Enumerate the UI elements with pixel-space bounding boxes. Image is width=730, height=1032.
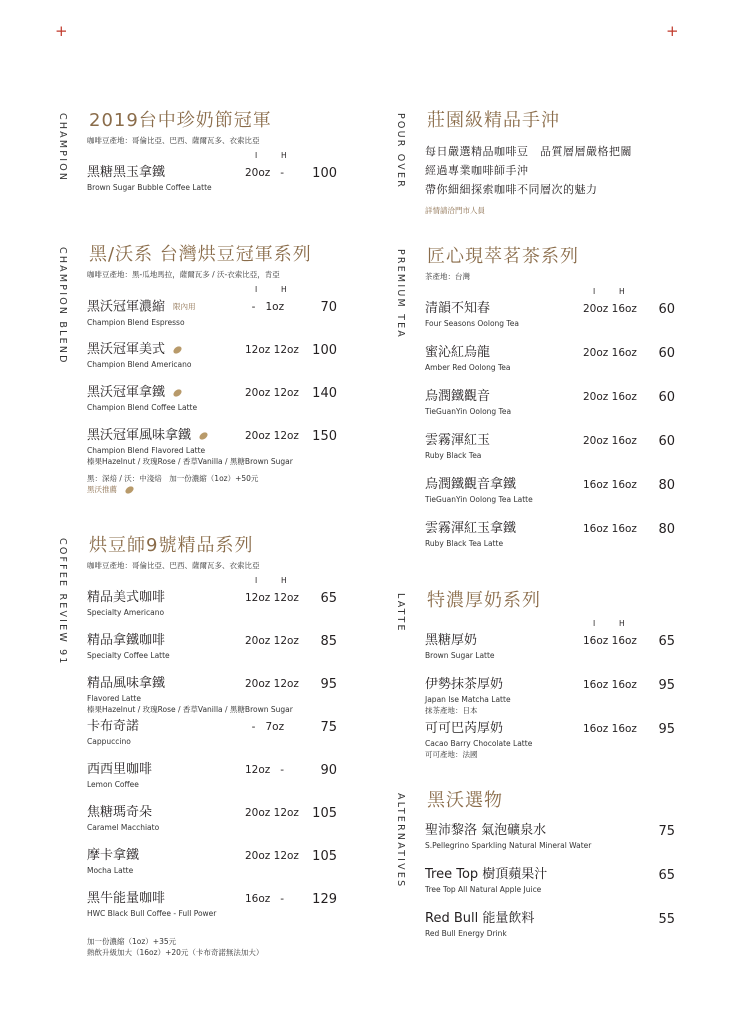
menu-item: 清韻不知春 Four Seasons Oolong Tea 20oz 16oz 60 (425, 301, 675, 328)
section-label: POUR OVER (395, 113, 406, 189)
menu-item: 蜜沁紅烏龍 Amber Red Oolong Tea 20oz 16oz 60 (425, 345, 675, 372)
crop-mark-right: + (666, 22, 679, 40)
menu-item: 雲霧渾紅玉拿鐵 Ruby Black Tea Latte 16oz 16oz 80 (425, 521, 675, 548)
section-alternatives (395, 790, 685, 950)
menu-item: 烏潤鐵觀音 TieGuanYin Oolong Tea 20oz 16oz 60 (425, 389, 675, 416)
dine-in-tag: 限內用 (173, 302, 196, 311)
origin-text: 咖啡豆產地：黑-瓜地馬拉，薩爾瓦多 / 沃-衣索比亞，肯亞 (87, 270, 280, 279)
origin-text: 咖啡豆產地：哥倫比亞、巴西、薩爾瓦多、衣索比亞 (87, 561, 260, 570)
coffee-bean-icon (198, 430, 209, 440)
menu-item: 西西里咖啡 Lemon Coffee 12oz - 90 (87, 762, 337, 789)
left-column (57, 110, 347, 994)
menu-item: 黑糖黑玉拿鐵 Brown Sugar Bubble Coffee Latte 20oz - 100 (87, 165, 337, 192)
origin-text: 咖啡豆產地：哥倫比亞、巴西、薩爾瓦多、衣索比亞 (87, 136, 260, 145)
section-title: 莊園級精品手沖 (427, 110, 560, 131)
right-column (395, 110, 685, 986)
section-champion-blend (57, 244, 347, 495)
size-header: I H (255, 285, 287, 294)
section-label: ALTERNATIVES (395, 793, 406, 889)
pour-description: 每日嚴選精品咖啡豆 品質層層嚴格把關 經過專業咖啡師手沖 帶你細細探索咖啡不同層次的魅力 (425, 145, 632, 196)
menu-item: 黑沃冠軍拿鐵 Champion Blend Coffee Latte 20oz 12oz 140 (87, 385, 337, 412)
menu-item: 黑牛能量咖啡 HWC Black Bull Coffee - Full Power 16oz - 129 (87, 891, 337, 918)
menu-item: 精品拿鐵咖啡 Specialty Coffee Latte 20oz 12oz 85 (87, 633, 337, 660)
menu-item: 聖沛黎洛 氣泡礦泉水 S.Pellegrino Sparkling Natural Mineral Water 75 (425, 823, 675, 850)
pour-note: 詳情請洽門市人員 (425, 206, 485, 215)
menu-item: 卡布奇諾 Cappuccino - 7oz 75 (87, 719, 337, 746)
menu-item: 烏潤鐵觀音拿鐵 TieGuanYin Oolong Tea Latte 16oz 16oz 80 (425, 477, 675, 504)
size-header: I H (255, 151, 287, 160)
coffee-bean-icon (172, 387, 183, 397)
section-title: 黑/沃系 台灣烘豆冠軍系列 (89, 244, 312, 265)
menu-item: 黑沃冠軍濃縮 限內用 Champion Blend Espresso - 1oz 70 (87, 299, 337, 327)
section-label: LATTE (395, 593, 406, 633)
origin-text: 茶產地：台灣 (425, 272, 470, 281)
section-title: 匠心現萃茗茶系列 (427, 246, 579, 267)
section-champion (57, 110, 347, 204)
menu-item: 雲霧渾紅玉 Ruby Black Tea 20oz 16oz 60 (425, 433, 675, 460)
crop-mark-left: + (55, 22, 68, 40)
menu-item: Red Bull 能量飲料 Red Bull Energy Drink 55 (425, 911, 675, 938)
menu-item: 精品美式咖啡 Specialty Americano 12oz 12oz 65 (87, 590, 337, 617)
menu-item: 黑沃冠軍美式 Champion Blend Americano 12oz 12oz 100 (87, 342, 337, 369)
size-header: I H (255, 576, 287, 585)
section-pour-over (395, 110, 685, 216)
size-header: I H (593, 287, 625, 296)
section-title: 烘豆師9號精品系列 (89, 535, 254, 556)
menu-item: 焦糖瑪奇朵 Caramel Macchiato 20oz 12oz 105 (87, 805, 337, 832)
menu-item: 可可巴芮厚奶 Cacao Barry Chocolate Latte 可可產地：法國 16oz 16oz 95 (425, 721, 675, 759)
section-title: 黑沃選物 (427, 790, 503, 811)
menu-item: 精品風味拿鐵 Flavored Latte 榛果Hazelnut / 玫瑰Rose / 香草Vanilla / 黑糖Brown Sugar 20oz 12oz 95 (87, 676, 337, 714)
blend-note: 黑：深焙 / 沃：中淺焙 加一份濃縮（1oz）+50元 黑沃推薦 (87, 474, 259, 494)
menu-item: 黑糖厚奶 Brown Sugar Latte 16oz 16oz 65 (425, 633, 675, 660)
menu-item: 伊勢抹茶厚奶 Japan Ise Matcha Latte 抹茶產地：日本 16oz 16oz 95 (425, 677, 675, 715)
coffee-bean-icon (172, 344, 183, 354)
menu-item: 黑沃冠軍風味拿鐵 Champion Blend Flavored Latte 榛果Hazelnut / 玫瑰Rose / 香草Vanilla / 黑糖Brown Sugar 20oz 12oz 150 (87, 428, 337, 466)
review-note: 加一份濃縮（1oz）+35元 熱飲升級加大（16oz）+20元（卡布奇諾無法加大） (87, 937, 264, 957)
section-title: 2019台中珍奶節冠軍 (89, 110, 272, 131)
section-label: CHAMPION BLEND (57, 247, 68, 365)
menu-item: 摩卡拿鐵 Mocha Latte 20oz 12oz 105 (87, 848, 337, 875)
size-header: I H (593, 619, 625, 628)
menu-item: Tree Top 樹頂蘋果汁 Tree Top All Natural Apple Juice 65 (425, 867, 675, 894)
section-latte (395, 590, 685, 760)
section-premium-tea (395, 246, 685, 560)
section-title: 特濃厚奶系列 (427, 590, 541, 611)
coffee-bean-icon (124, 485, 135, 495)
section-label: PREMIUM TEA (395, 249, 406, 340)
section-coffee-review (57, 535, 347, 958)
section-label: COFFEE REVIEW 91 (57, 538, 68, 666)
section-label: CHAMPION (57, 113, 68, 183)
